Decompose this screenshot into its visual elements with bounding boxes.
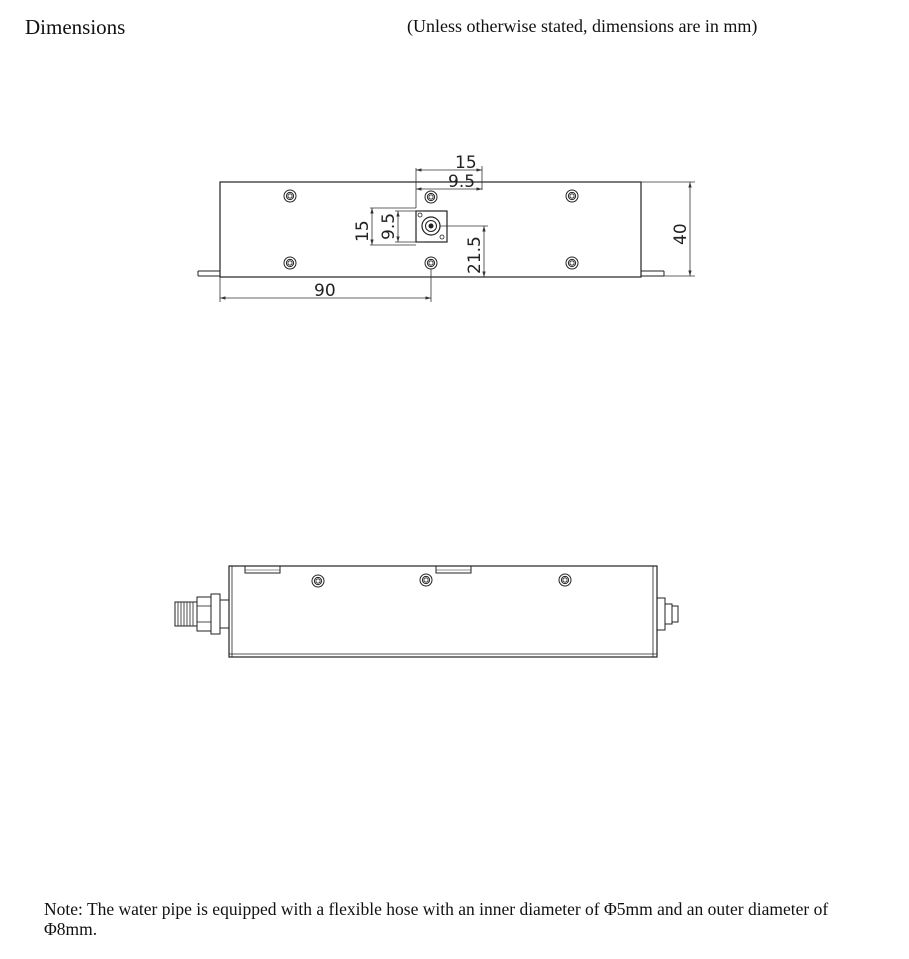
top-view-drawing	[198, 153, 695, 302]
fiber-connector-icon	[416, 211, 447, 242]
dimension-40	[641, 182, 695, 276]
screw-icon	[425, 191, 437, 203]
page-title: Dimensions	[25, 15, 126, 39]
threaded-connector-icon	[175, 594, 229, 634]
dim-label-40: 40	[671, 223, 691, 245]
screw-icon	[284, 257, 296, 269]
dim-label-15-left: 15	[353, 220, 373, 242]
module-body-side	[229, 566, 657, 657]
side-view-drawing	[175, 566, 678, 657]
screw-icon	[566, 257, 578, 269]
dim-label-9-5-top: 9.5	[448, 172, 476, 192]
fiber-port-icon	[657, 598, 678, 630]
screw-icon	[559, 574, 571, 586]
screw-icon	[312, 575, 324, 587]
dim-label-90: 90	[314, 281, 336, 301]
screw-icon	[566, 190, 578, 202]
screw-icon	[425, 257, 437, 269]
screw-icon	[420, 574, 432, 586]
hose-note: Note: The water pipe is equipped with a flexible hose with an inner diameter of Φ5mm and an outer diameter of Φ8mm.	[44, 899, 829, 939]
dimension-90	[220, 269, 431, 302]
screw-icon	[284, 190, 296, 202]
units-note: (Unless otherwise stated, dimensions are in mm)	[407, 16, 758, 36]
dim-label-21-5: 21.5	[465, 236, 485, 274]
dim-label-15-top: 15	[455, 153, 477, 173]
dim-label-9-5-left: 9.5	[379, 212, 399, 240]
